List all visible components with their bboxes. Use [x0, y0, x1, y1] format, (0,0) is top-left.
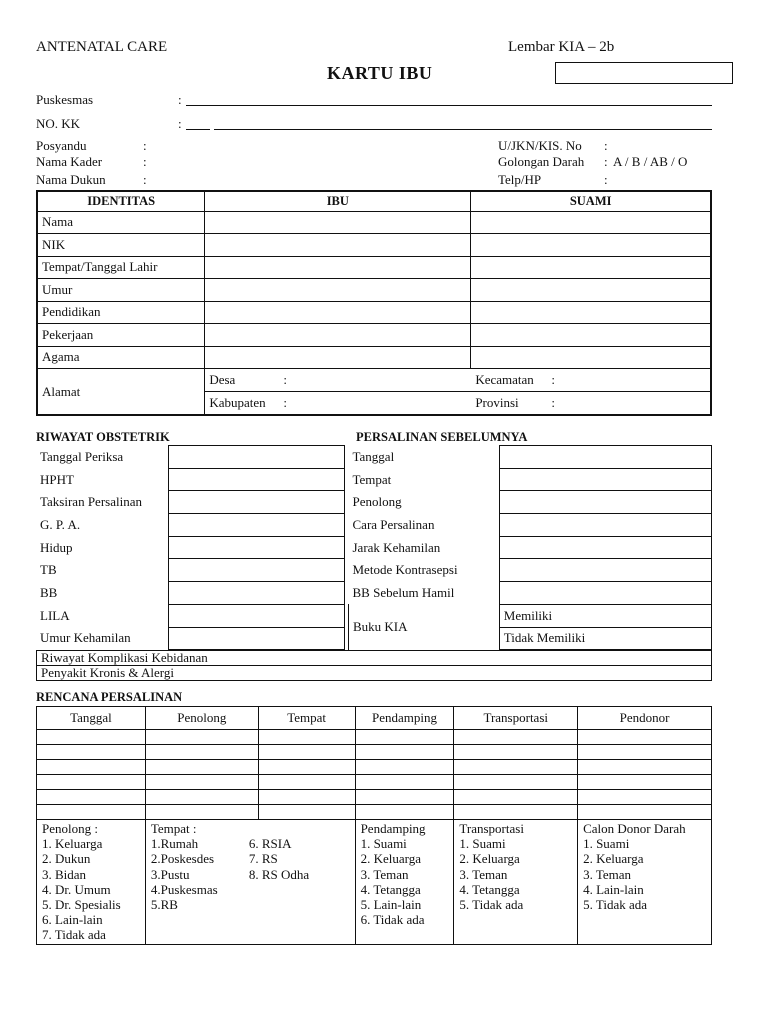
list-item: 3.Pustu — [150, 866, 190, 882]
komplikasi-table — [36, 650, 712, 681]
table-cell[interactable] — [258, 775, 355, 790]
table-row — [37, 745, 712, 760]
nama-dukun-label: Nama Dukun — [36, 172, 106, 187]
desa-label: Desa — [209, 372, 236, 387]
row-label-cara-persalinan: Cara Persalinan — [349, 514, 500, 537]
alamat-kabupaten-row[interactable] — [205, 392, 711, 416]
penyakit-kronis-field[interactable]: Penyakit Kronis & Alergi — [37, 666, 712, 681]
riwayat-obstetrik-table — [36, 445, 345, 650]
ibu-ttl-field[interactable] — [205, 256, 471, 279]
table-cell[interactable] — [37, 760, 146, 775]
persalinan-tempat-field[interactable] — [499, 468, 711, 491]
table-cell[interactable] — [37, 790, 146, 805]
table-cell[interactable] — [454, 805, 578, 820]
colon: : — [283, 395, 287, 410]
page-title: KARTU IBU — [327, 63, 433, 83]
identitas-header: IDENTITAS — [37, 191, 205, 211]
riwayat-obstetrik-title: RIWAYAT OBSTETRIK — [36, 430, 170, 444]
row-label-tempat: Tempat — [349, 468, 500, 491]
telp-label: Telp/HP — [498, 172, 542, 187]
ibu-umur-field[interactable] — [205, 279, 471, 302]
list-item: 2. Keluarga — [583, 851, 644, 867]
colon: : — [143, 172, 147, 187]
row-label-jarak-kehamilan: Jarak Kehamilan — [349, 536, 500, 559]
puskesmas-label: Puskesmas — [36, 92, 94, 107]
list-item: 3. Teman — [583, 866, 632, 882]
table-row — [37, 730, 712, 745]
persalinan-sebelumnya-title: PERSALINAN SEBELUMNYA — [356, 430, 528, 444]
list-item: 3. Teman — [459, 866, 508, 882]
table-cell[interactable] — [578, 790, 712, 805]
row-label-umur: Umur — [37, 279, 205, 302]
colon: : — [551, 372, 555, 387]
table-cell[interactable] — [355, 760, 454, 775]
table-cell[interactable] — [578, 805, 712, 820]
list-item: 1. Suami — [459, 836, 506, 852]
ibu-nama-field[interactable] — [205, 211, 471, 234]
suami-header: SUAMI — [471, 191, 711, 211]
table-cell[interactable] — [145, 805, 258, 820]
table-cell[interactable] — [578, 745, 712, 760]
list-item: 7. Tidak ada — [42, 927, 106, 943]
row-label-buku-kia: Buku KIA — [349, 604, 500, 649]
provinsi-label: Provinsi — [475, 395, 519, 410]
list-item: 3. Teman — [360, 866, 409, 882]
table-cell[interactable] — [454, 745, 578, 760]
list-item: 2.Poskesdes — [150, 851, 215, 867]
table-cell[interactable] — [355, 790, 454, 805]
table-cell[interactable] — [258, 730, 355, 745]
suami-ttl-field[interactable] — [471, 256, 711, 279]
legend-donor — [578, 820, 712, 945]
list-item: 4.Puskesmas — [150, 881, 218, 897]
bb-field[interactable] — [169, 582, 345, 605]
persalinan-penolong-field[interactable] — [499, 491, 711, 514]
legend-tempat — [145, 820, 355, 945]
list-item: 1. Suami — [360, 836, 407, 852]
list-item: 4. Tetangga — [459, 881, 520, 897]
colon: : — [604, 172, 608, 187]
col-header-penolong: Penolong — [145, 707, 258, 730]
row-label-taksiran: Taksiran Persalinan — [36, 491, 169, 514]
tanggal-periksa-field[interactable] — [169, 446, 345, 469]
colon: : — [604, 138, 608, 153]
row-label-ttl: Tempat/Tanggal Lahir — [37, 256, 205, 279]
list-item: 1. Keluarga — [42, 836, 103, 852]
row-label-umur-kehamilan: Umur Kehamilan — [36, 627, 169, 650]
no-kk-field[interactable] — [214, 129, 712, 130]
table-row — [37, 790, 712, 805]
umur-kehamilan-field[interactable] — [169, 627, 345, 650]
golongan-darah-label: Golongan Darah — [498, 154, 585, 169]
row-label-lila: LILA — [36, 604, 169, 627]
col-header-pendonor: Pendonor — [578, 707, 712, 730]
table-cell[interactable] — [454, 775, 578, 790]
table-cell[interactable] — [355, 730, 454, 745]
table-row — [37, 775, 712, 790]
persalinan-sebelumnya-table — [348, 445, 712, 650]
gpa-field[interactable] — [169, 514, 345, 537]
row-label-tanggal-periksa: Tanggal Periksa — [36, 446, 169, 469]
cara-persalinan-field[interactable] — [499, 514, 711, 537]
list-item: 5. Tidak ada — [459, 897, 524, 913]
table-cell[interactable] — [145, 760, 258, 775]
table-row — [37, 805, 712, 820]
kabupaten-label: Kabupaten — [209, 395, 266, 410]
list-item: 5. Lain-lain — [360, 897, 422, 913]
table-cell[interactable] — [578, 730, 712, 745]
row-label-hidup: Hidup — [36, 536, 169, 559]
list-item: 3. Bidan — [42, 866, 87, 882]
tb-field[interactable] — [169, 559, 345, 582]
ibu-agama-field[interactable] — [205, 346, 471, 369]
rencana-persalinan-table — [36, 706, 712, 945]
legend-title: Tempat : — [150, 821, 197, 836]
suami-nik-field[interactable] — [471, 234, 711, 257]
metode-kontrasepsi-field[interactable] — [499, 559, 711, 582]
legend-title: Pendamping — [360, 821, 426, 836]
list-item: 6. RSIA — [248, 836, 292, 852]
row-label-gpa: G. P. A. — [36, 514, 169, 537]
list-item: 1.Rumah — [150, 836, 199, 852]
identitas-table — [36, 190, 712, 416]
row-label-alamat: Alamat — [37, 369, 205, 416]
registration-number-box[interactable] — [555, 62, 733, 84]
table-cell[interactable] — [454, 760, 578, 775]
riwayat-komplikasi-field[interactable]: Riwayat Komplikasi Kebidanan — [37, 651, 712, 666]
legend-title: Transportasi — [459, 821, 524, 836]
table-cell[interactable] — [454, 790, 578, 805]
col-header-tempat: Tempat — [258, 707, 355, 730]
table-cell[interactable] — [258, 760, 355, 775]
list-item: 6. Lain-lain — [42, 912, 103, 928]
suami-nama-field[interactable] — [471, 211, 711, 234]
colon: : — [143, 138, 147, 153]
buku-kia-tidak-memiliki-option[interactable]: Tidak Memiliki — [499, 627, 711, 650]
table-cell[interactable] — [454, 730, 578, 745]
list-item: 5. Tidak ada — [583, 897, 647, 913]
suami-pekerjaan-field[interactable] — [471, 324, 711, 347]
legend-pendamping — [355, 820, 454, 945]
table-cell[interactable] — [145, 790, 258, 805]
taksiran-field[interactable] — [169, 491, 345, 514]
suami-pendidikan-field[interactable] — [471, 301, 711, 324]
legend-penolong — [37, 820, 146, 945]
legend-title: Penolong : — [42, 821, 98, 836]
table-cell[interactable] — [145, 745, 258, 760]
list-item: 2. Keluarga — [360, 851, 421, 867]
list-item: 4. Lain-lain — [583, 881, 644, 897]
row-label-pendidikan: Pendidikan — [37, 301, 205, 324]
row-label-tanggal: Tanggal — [349, 446, 500, 469]
kecamatan-label: Kecamatan — [475, 372, 534, 387]
no-kk-prefix-field[interactable] — [186, 129, 210, 130]
list-item: 1. Suami — [583, 836, 630, 852]
jarak-kehamilan-field[interactable] — [499, 536, 711, 559]
colon: : — [551, 395, 555, 410]
jkn-label: U/JKN/KIS. No — [498, 138, 582, 153]
table-cell[interactable] — [578, 775, 712, 790]
colon: : — [178, 92, 182, 107]
colon: : — [143, 154, 147, 169]
row-label-metode-kontrasepsi: Metode Kontrasepsi — [349, 559, 500, 582]
list-item: 2. Dukun — [42, 851, 91, 867]
row-label-agama: Agama — [37, 346, 205, 369]
table-cell[interactable] — [355, 805, 454, 820]
row-label-tb: TB — [36, 559, 169, 582]
list-item: 6. Tidak ada — [360, 912, 425, 928]
buku-kia-memiliki-option[interactable]: Memiliki — [499, 604, 711, 627]
colon: : — [604, 154, 608, 169]
list-item: 4. Tetangga — [360, 881, 421, 897]
golongan-darah-options[interactable]: A / B / AB / O — [613, 154, 688, 169]
row-label-bb-sebelum-hamil: BB Sebelum Hamil — [349, 582, 500, 605]
legend-title: Calon Donor Darah — [583, 821, 686, 836]
table-cell[interactable] — [355, 745, 454, 760]
posyandu-label: Posyandu — [36, 138, 87, 153]
col-header-tanggal: Tanggal — [37, 707, 146, 730]
row-label-nama: Nama — [37, 211, 205, 234]
alamat-desa-row[interactable] — [205, 369, 711, 392]
table-cell[interactable] — [258, 790, 355, 805]
table-row — [37, 760, 712, 775]
hidup-field[interactable] — [169, 536, 345, 559]
ibu-pendidikan-field[interactable] — [205, 301, 471, 324]
table-cell[interactable] — [258, 805, 355, 820]
table-cell[interactable] — [37, 805, 146, 820]
table-cell[interactable] — [578, 760, 712, 775]
table-cell[interactable] — [37, 730, 146, 745]
row-label-pekerjaan: Pekerjaan — [37, 324, 205, 347]
hpht-field[interactable] — [169, 468, 345, 491]
no-kk-label: NO. KK — [36, 116, 81, 131]
rencana-persalinan-title: RENCANA PERSALINAN — [36, 690, 183, 704]
legend-transportasi — [454, 820, 578, 945]
row-label-nik: NIK — [37, 234, 205, 257]
col-header-pendamping: Pendamping — [355, 707, 454, 730]
puskesmas-field[interactable] — [186, 105, 712, 106]
colon: : — [283, 372, 287, 387]
list-item: 7. RS — [248, 851, 278, 867]
form-section-label: ANTENATAL CARE — [36, 39, 168, 55]
table-cell[interactable] — [145, 730, 258, 745]
list-item: 4. Dr. Umum — [42, 881, 111, 897]
col-header-transportasi: Transportasi — [454, 707, 578, 730]
ibu-pekerjaan-field[interactable] — [205, 324, 471, 347]
table-cell[interactable] — [258, 745, 355, 760]
row-label-hpht: HPHT — [36, 468, 169, 491]
row-label-penolong: Penolong — [349, 491, 500, 514]
suami-umur-field[interactable] — [471, 279, 711, 302]
ibu-nik-field[interactable] — [205, 234, 471, 257]
suami-agama-field[interactable] — [471, 346, 711, 369]
list-item: 2. Keluarga — [459, 851, 520, 867]
table-cell[interactable] — [37, 745, 146, 760]
list-item: 5.RB — [150, 897, 178, 913]
persalinan-tanggal-field[interactable] — [499, 446, 711, 469]
ibu-header: IBU — [205, 191, 471, 211]
row-label-bb: BB — [36, 582, 169, 605]
table-cell[interactable] — [355, 775, 454, 790]
bb-sebelum-hamil-field[interactable] — [499, 582, 711, 605]
list-item: 5. Dr. Spesialis — [42, 897, 121, 913]
colon: : — [178, 116, 182, 131]
list-item: 8. RS Odha — [248, 866, 310, 882]
sheet-code: Lembar KIA – 2b — [508, 39, 615, 55]
lila-field[interactable] — [169, 604, 345, 627]
nama-kader-label: Nama Kader — [36, 154, 103, 169]
table-cell[interactable] — [37, 775, 146, 790]
table-cell[interactable] — [145, 775, 258, 790]
